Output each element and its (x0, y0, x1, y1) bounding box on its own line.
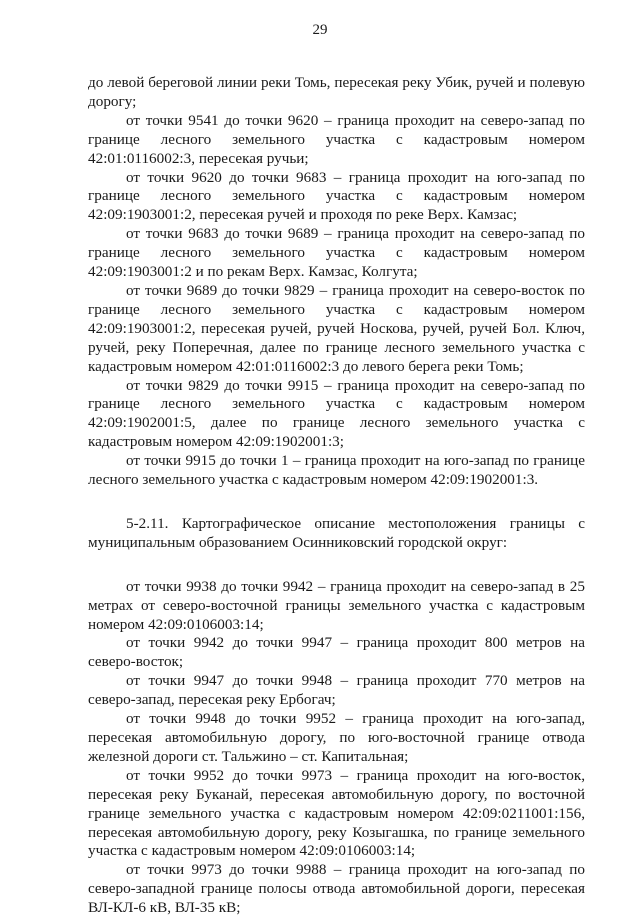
paragraph: от точки 9683 до точки 9689 – граница проходит на северо-запад по границе лесного земельного участка с кадастровым номером 42:09:1903001:2 и по рекам Верх. Камзас, Колгута; (88, 225, 585, 281)
paragraph: до левой береговой линии реки Томь, пересекая реку Убик, ручей и полевую дорогу; (88, 74, 585, 110)
section-paragraph: от точки 9938 до точки 9942 – граница проходит на северо-запад в 25 метрах от северо-восточной границы земельного участка с кадастровым номером 42:09:0106003:14; (88, 577, 585, 633)
page-number: 29 (312, 22, 328, 38)
paragraph: от точки 9620 до точки 9683 – граница проходит на юго-запад по границе лесного земельного участка с кадастровым номером 42:09:1903001:2, пересекая ручей и проходя по реке Верх. Камзас; (88, 168, 585, 224)
document-body (88, 74, 585, 918)
section-paragraph: от точки 9952 до точки 9973 – граница проходит на юго-восток, пересекая реку Буканай, пересекая автомобильную дорогу, по восточной границе земельного участка с кадастровым номером 42:09:0211001:156, пересекая автомобильную дорогу, реку Козыгашка, по границе земельного участка с кадастровым номером 42:09:0106003:14; (88, 766, 585, 860)
paragraph: от точки 9541 до точки 9620 – граница проходит на северо-запад по границе лесного земельного участка с кадастровым номером 42:01:0116002:3, пересекая ручьи; (88, 111, 585, 167)
section-paragraph: от точки 9973 до точки 9988 – граница проходит на юго-запад по северо-западной границе полосы отвода автомобильной дороги, пересекая ВЛ-КЛ-6 кВ, ВЛ-35 кВ; (88, 861, 585, 917)
paragraph: от точки 9915 до точки 1 – граница проходит на юго-запад по границе лесного земельного участка с кадастровым номером 42:09:1902001:3. (88, 452, 585, 489)
section-paragraph: от точки 9942 до точки 9947 – граница проходит 800 метров на северо-восток; (88, 634, 585, 671)
paragraph: от точки 9689 до точки 9829 – граница проходит на северо-восток по границе лесного земельного участка с кадастровым номером 42:09:1903001:2, пересекая ручей, ручей Носкова, ручей, ручей Бол. Ключ, ручей, реку Поперечная, далее по границе лесного земельного участка с кадастровым номером 42:01:0116002:3 до левого берега реки Томь; (88, 281, 585, 375)
section-paragraph: от точки 9947 до точки 9948 – граница проходит 770 метров на северо-запад, пересекая реку Ербогач; (88, 672, 585, 709)
paragraph: от точки 9829 до точки 9915 – граница проходит на северо-запад по границе лесного земельного участка с кадастровым номером 42:09:1902001:5, далее по границе лесного земельного участка с кадастровым номером 42:09:1902001:3; (88, 376, 585, 451)
section-paragraph: от точки 9948 до точки 9952 – граница проходит на юго-запад, пересекая автомобильную дорогу, по юго-восточной границе отвода железной дороги ст. Тальжино – ст. Капитальная; (88, 710, 585, 765)
section-heading: 5-2.11. Картографическое описание местоположения границы с муниципальным образованием Осинниковский городской округ: (88, 514, 585, 551)
